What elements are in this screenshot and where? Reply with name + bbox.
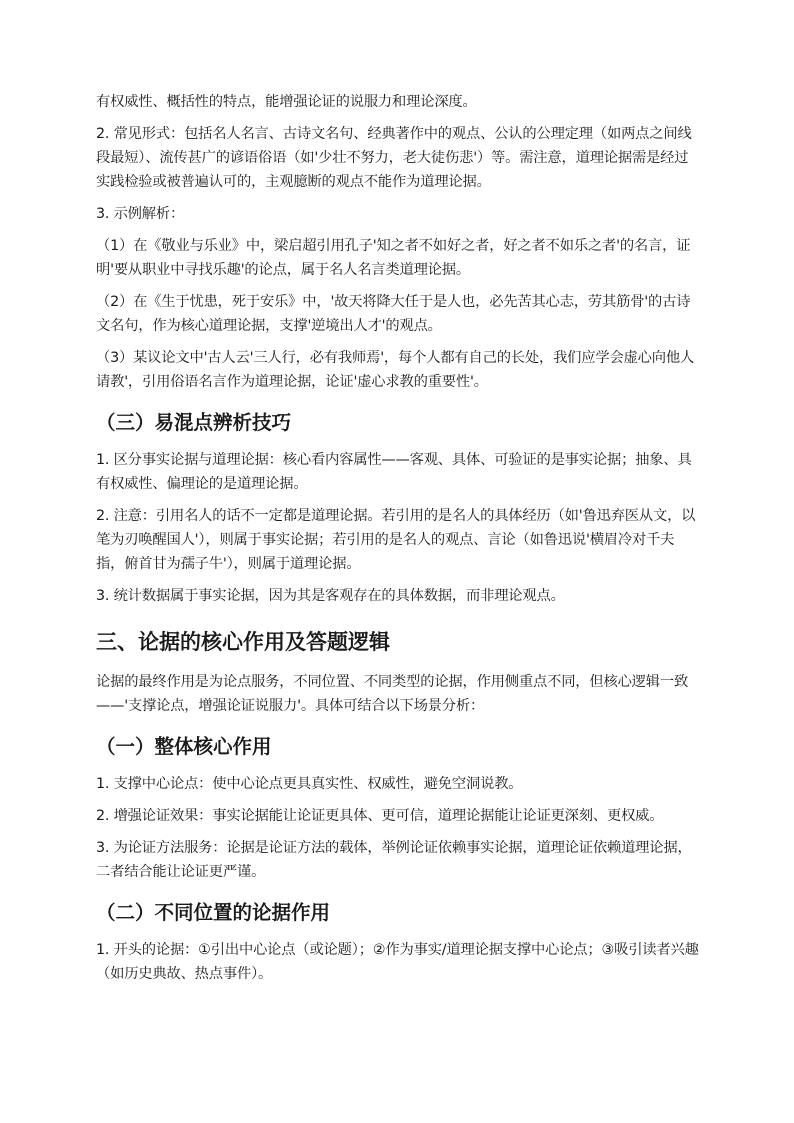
paragraph: 1. 支撑中心论点：使中心论点更具真实性、权威性，避免空洞说教。 (96, 776, 523, 792)
paragraph: 1. 区分事实论据与道理论据：核心看内容属性——客观、具体、可验证的是事实论据；抽象、具有权威性、偏理论的是道理论据。 (96, 452, 692, 492)
paragraph: 3. 为论证方法服务：论据是论证方法的载体，举例论证依赖事实论据，道理论证依赖道理论据，二者结合能让论证更严谨。 (96, 840, 692, 880)
paragraph: （3）某议论文中'古人云'三人行，必有我师焉'，每个人都有自己的长处，我们应学会虚心向他人请教'，引用俗语名言作为道理论据，论证'虚心求教的重要性'。 (96, 350, 695, 390)
subsection-heading: （三）易混点辨析技巧 (96, 411, 292, 434)
paragraph: 1. 开头的论据：①引出中心论点（或论题）；②作为事实/道理论据支撑中心论点；③吸引读者兴趣（如历史典故、热点事件）。 (96, 942, 699, 982)
paragraph: （1）在《敬业与乐业》中，梁启超引用孔子'知之者不如好之者，好之者不如乐之者'的名言，证明'要从职业中寻找乐趣'的论点，属于名人名言类道理论据。 (96, 238, 691, 278)
paragraph: 3. 示例解析： (96, 206, 185, 222)
document-page (96, 90, 700, 994)
paragraph: 论据的最终作用是为论点服务，不同位置、不同类型的论据，作用侧重点不同，但核心逻辑一致——'支撑论点，增强论证说服力'。具体可结合以下场景分析： (96, 674, 689, 714)
paragraph: 2. 增强论证效果：事实论据能让论证更具体、更可信，道理论据能让论证更深刻、更权威。 (96, 808, 664, 824)
subsection-heading: （二）不同位置的论据作用 (96, 901, 331, 924)
paragraph: 2. 常见形式：包括名人名言、古诗文名句、经典著作中的观点、公认的公理定理（如两点之间线段最短）、流传甚广的谚语俗语（如'少壮不努力，老大徒伤悲'）等。需注意，道理论据需是经过实践检验或被普遍认可的，主观臆断的观点不能作为道理论据。 (96, 126, 692, 190)
paragraph: 3. 统计数据属于事实论据，因为其是客观存在的具体数据，而非理论观点。 (96, 588, 565, 604)
paragraph: （2）在《生于忧患，死于安乐》中，'故天将降大任于是人也，必先苦其心志，劳其筋骨'的古诗文名句，作为核心道理论据，支撑'逆境出人才'的观点。 (96, 294, 691, 334)
section-heading: 三、论据的核心作用及答题逻辑 (96, 630, 390, 654)
paragraph: 有权威性、概括性的特点，能增强论证的说服力和理论深度。 (96, 94, 477, 110)
subsection-heading: （一）整体核心作用 (96, 735, 272, 758)
paragraph: 2. 注意：引用名人的话不一定都是道理论据。若引用的是名人的具体经历（如'鲁迅弃医从文，以笔为刃唤醒国人'），则属于事实论据；若引用的是名人的观点、言论（如鲁迅说'横眉冷对千夫指，俯首甘为孺子牛'），则属于道理论据。 (96, 508, 696, 572)
